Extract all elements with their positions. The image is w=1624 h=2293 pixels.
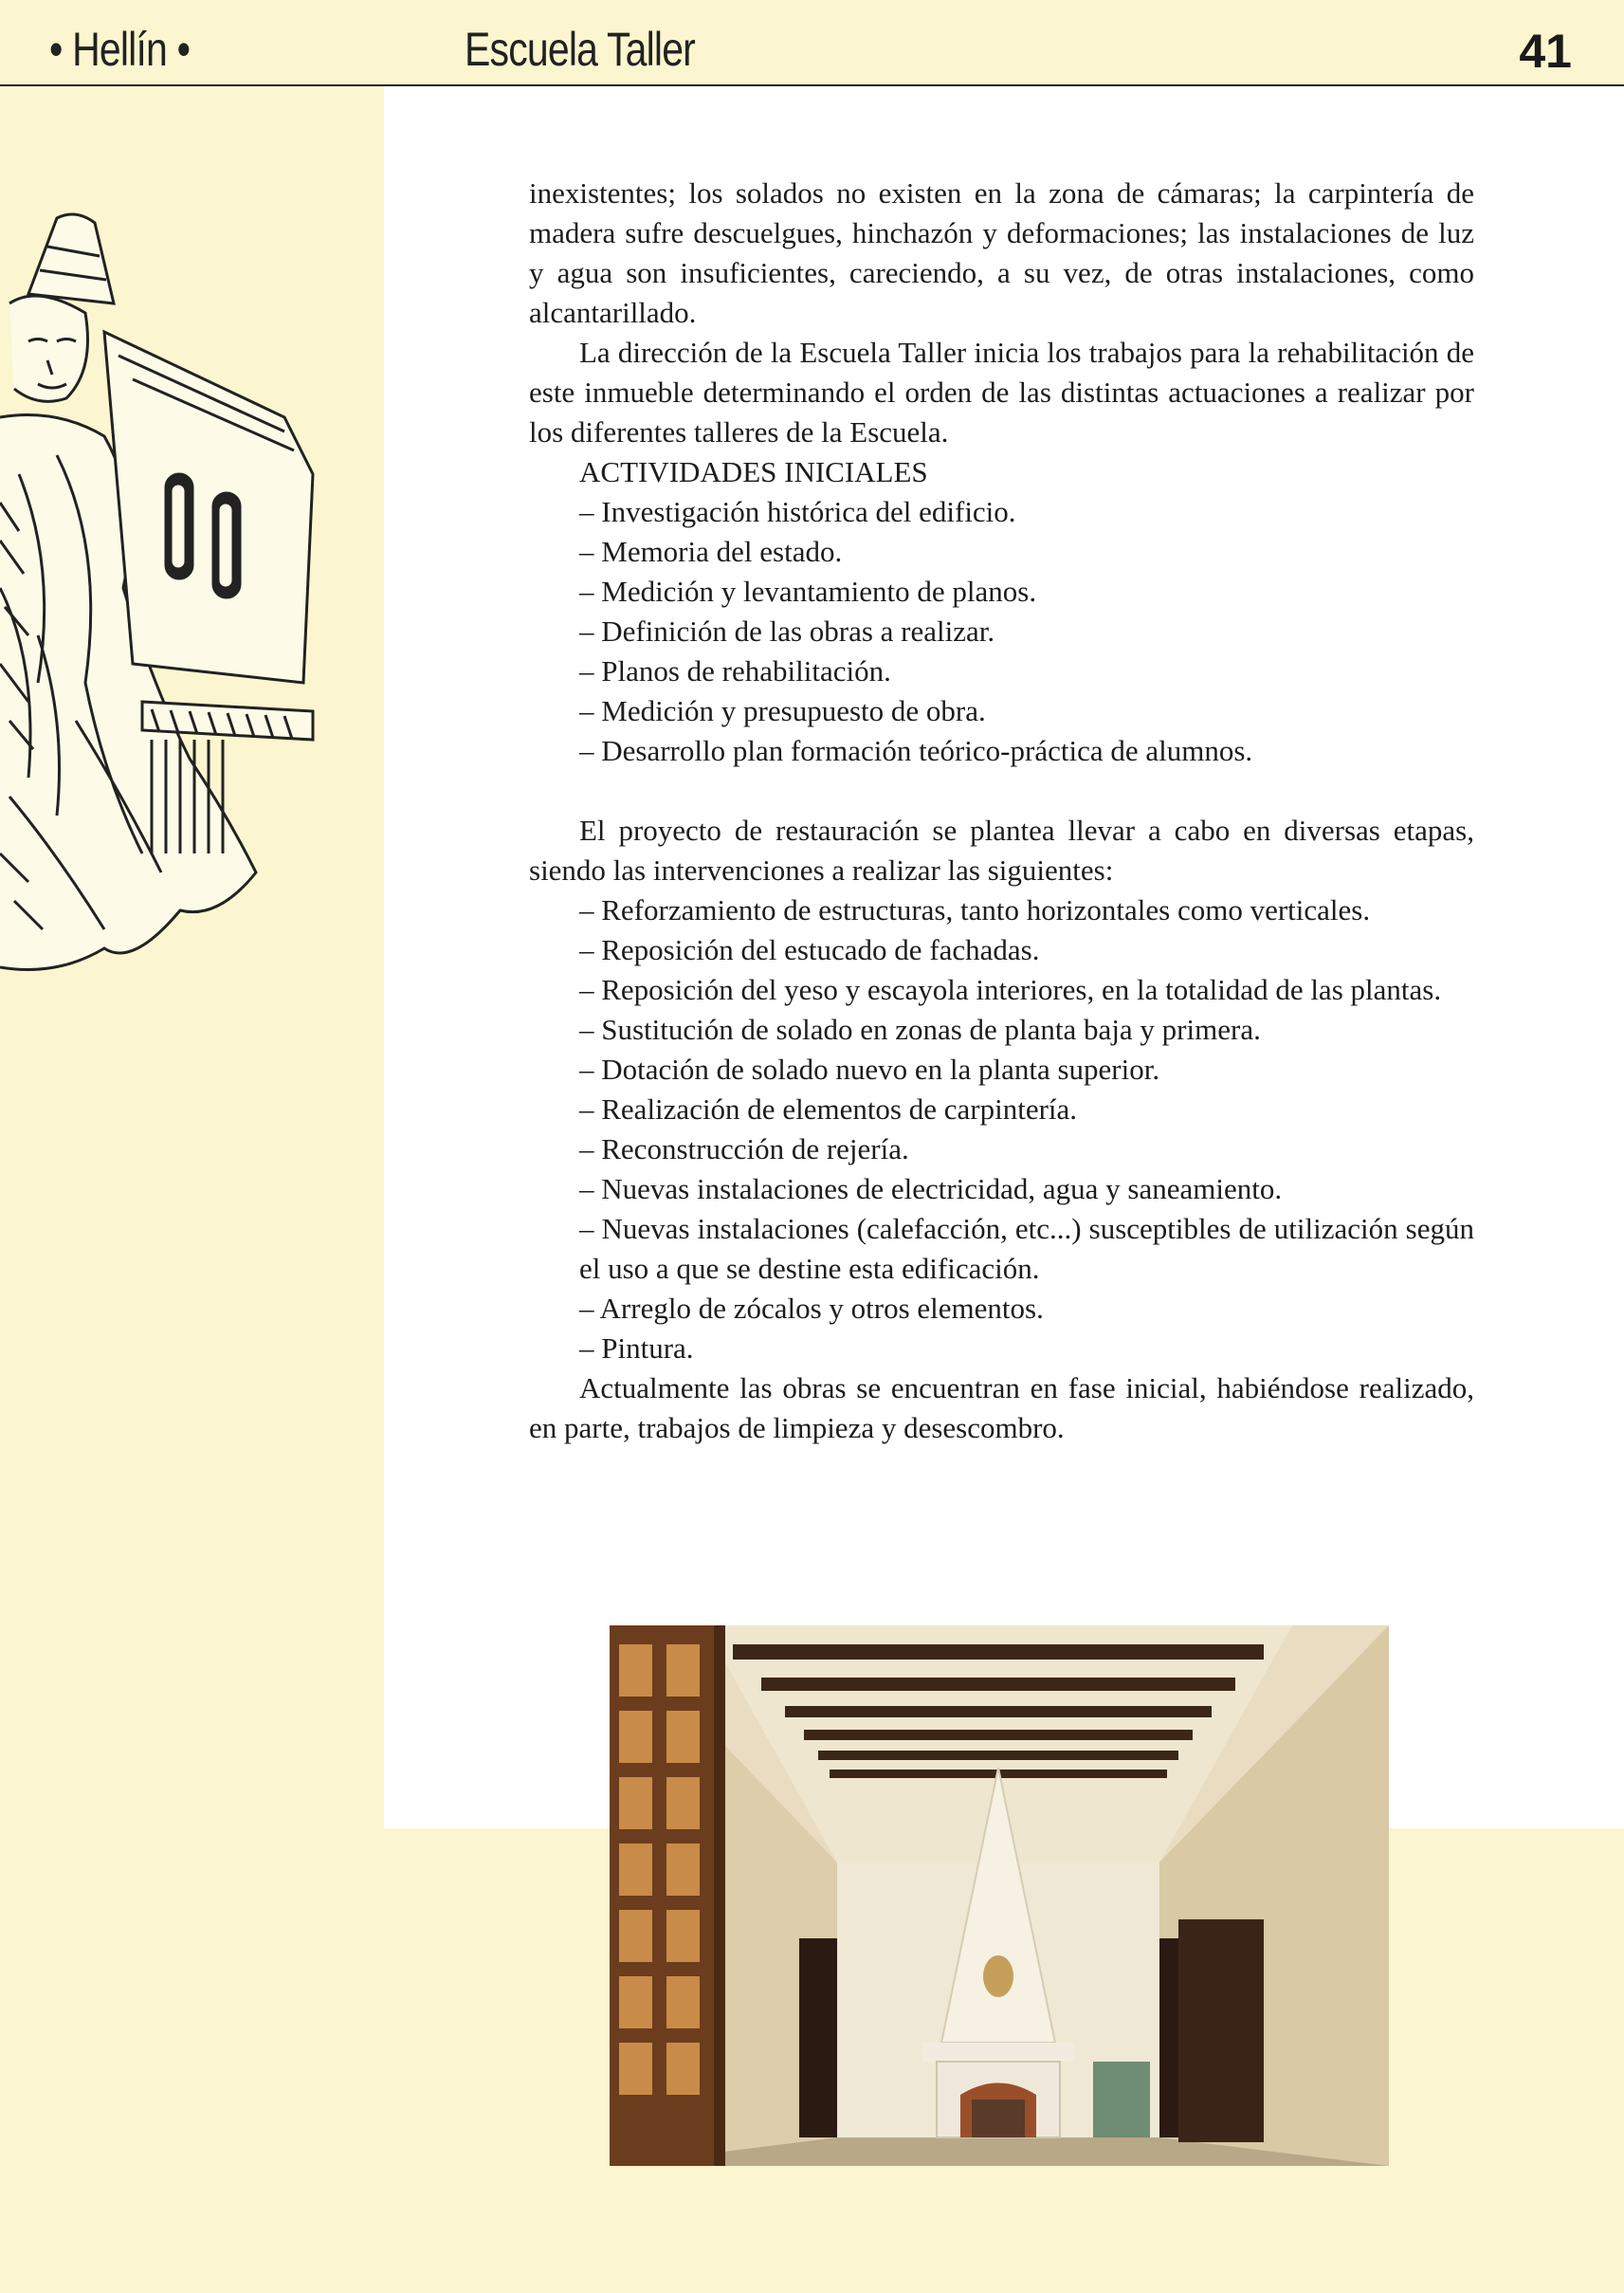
list-item: – Planos de rehabilitación. (579, 654, 891, 688)
list-item: – Sustitución de solado en zonas de planta baja y primera. (579, 1013, 1261, 1046)
list-item: – Medición y presupuesto de obra. (579, 694, 986, 727)
paragraph-direction: La dirección de la Escuela Taller inicia los trabajos para la rehabilitación de este inmueble determinando el orden de las distintas actuaciones a realizar por los diferentes talleres de la Escuela. (529, 336, 1474, 449)
interventions-list (529, 890, 1474, 1368)
list-item: – Pintura. (579, 1331, 694, 1365)
article-text (529, 174, 1474, 1448)
list-item: – Definición de las obras a realizar. (579, 615, 995, 648)
list-item: – Desarrollo plan formación teórico-práctica de alumnos. (579, 734, 1253, 767)
woodcut-illustration (0, 190, 341, 1005)
list-item: – Reposición del estucado de fachadas. (579, 933, 1040, 966)
interior-photo (610, 1625, 1389, 2166)
activities-heading: ACTIVIDADES INICIALES (579, 455, 928, 488)
activities-list (529, 492, 1474, 771)
list-item: – Medición y levantamiento de planos. (579, 575, 1037, 608)
list-item: – Arreglo de zócalos y otros elementos. (579, 1292, 1044, 1325)
paragraph-current-status: Actualmente las obras se encuentran en fase inicial, habiéndose realizado, en parte, trabajos de limpieza y desescombro. (529, 1371, 1474, 1444)
list-item: – Investigación histórica del edificio. (579, 495, 1016, 528)
list-item: – Reposición del yeso y escayola interiores, en la totalidad de las plantas. (579, 973, 1442, 1006)
list-item: – Memoria del estado. (579, 535, 843, 568)
list-item: – Realización de elementos de carpintería. (579, 1092, 1078, 1126)
list-item: – Nuevas instalaciones (calefacción, etc...) susceptibles de utilización según el uso a que se destine esta edificación. (579, 1212, 1474, 1285)
list-item: – Reforzamiento de estructuras, tanto horizontales como verticales. (579, 893, 1371, 926)
page-number: 41 (1519, 25, 1572, 78)
list-item: – Nuevas instalaciones de electricidad, agua y saneamiento. (579, 1172, 1283, 1205)
list-item: – Reconstrucción de rejería. (579, 1132, 909, 1165)
spacer (529, 771, 1474, 811)
page-header (0, 0, 1624, 87)
header-title: Escuela Taller (465, 23, 696, 76)
list-item: – Dotación de solado nuevo en la planta superior. (579, 1053, 1160, 1086)
header-rule (0, 84, 1624, 86)
header-location: • Hellín • (49, 23, 191, 76)
paragraph-project: El proyecto de restauración se plantea llevar a cabo en diversas etapas, siendo las intervenciones a realizar las siguientes: (529, 814, 1474, 887)
paragraph-continued: inexistentes; los solados no existen en la zona de cámaras; la carpintería de madera sufre descuelgues, hinchazón y deformaciones; las instalaciones de luz y agua son insuficientes, careciendo, a su vez, de otras instalaciones, como alcantarillado. (529, 176, 1474, 329)
